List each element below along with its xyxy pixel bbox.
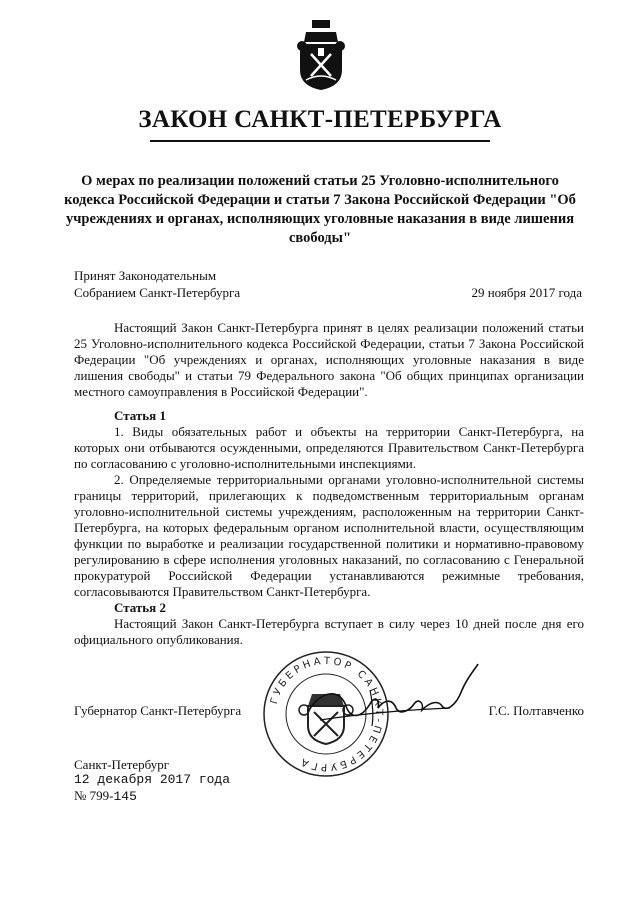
- preamble-text: Настоящий Закон Санкт-Петербурга принят в целях реализации положений статьи 25 Уголовно-исполнительного кодекса Российской Федерации, статьи 7 Закона Российской Федерации "Об учреждениях и органах, исполняющих уголовные наказания в виде лишения свободы" и статьи 79 Федерального закона "Об общих принципах организации местного самоуправления в Российской Федерации".: [74, 320, 584, 399]
- article-1: [74, 424, 584, 600]
- coat-of-arms-icon: [296, 20, 346, 90]
- article-1-heading: Статья 1: [114, 408, 166, 423]
- article-1-paragraph-1: 1. Виды обязательных работ и объекты на территории Санкт-Петербурга, на которых они отбываются осужденными, определяются Правительством Санкт-Петербурга по согласованию с уголовно-исполнительными инспекциями.: [74, 424, 584, 471]
- signing-date: 12 декабря 2017 года: [74, 772, 231, 787]
- title-underline: [150, 140, 490, 142]
- adoption-line-2: Собранием Санкт-Петербурга: [74, 285, 241, 300]
- signing-place: Санкт-Петербург: [74, 757, 170, 772]
- law-title: ЗАКОН САНКТ-ПЕТЕРБУРГА: [138, 106, 502, 133]
- law-number-prefix: № 799-: [74, 788, 114, 803]
- seal-text: ГУБЕРНАТОР САНКТ-ПЕТЕРБУРГА: [268, 655, 385, 773]
- law-number: [74, 788, 137, 804]
- preamble: [74, 320, 584, 400]
- article-2: [74, 616, 584, 648]
- adoption-date: 29 ноября 2017 года: [471, 285, 582, 300]
- governor-title: Губернатор Санкт-Петербурга: [74, 703, 242, 718]
- law-subject: О мерах по реализации положений статьи 25 Уголовно-исполнительного кодекса Российской Федерации и статьи 7 Закона Российской Федерации "Об учреждениях и органах, исполняющих уголовные наказания в виде лишения свободы": [64, 173, 576, 246]
- handwritten-signature: [300, 660, 480, 740]
- article-2-heading: Статья 2: [114, 600, 166, 615]
- governor-name: Г.С. Полтавченко: [488, 703, 584, 718]
- adoption-info: [74, 267, 240, 301]
- article-2-paragraph-1: Настоящий Закон Санкт-Петербурга вступает в силу через 10 дней после дня его официального опубликования.: [74, 616, 584, 647]
- adoption-line-1: Принят Законодательным: [74, 268, 217, 283]
- article-1-paragraph-2: 2. Определяемые территориальными органами уголовно-исполнительной системы границы территорий, прилегающих к подведомственным территориальным органам уголовно-исполнительной системы учреждениям, расположенным на территории Санкт-Петербурга, на которых федеральным органом исполнительной власти, осуществляющим функции по выработке и реализации государственной политики и нормативно-правовому регулированию в сфере исполнения уголовных наказаний, по согласованию с Генеральной прокуратурой Российской Федерации устанавливаются режимные требования, согласовываются Правительством Санкт-Петербурга.: [74, 472, 584, 599]
- law-number-suffix: 145: [113, 789, 137, 804]
